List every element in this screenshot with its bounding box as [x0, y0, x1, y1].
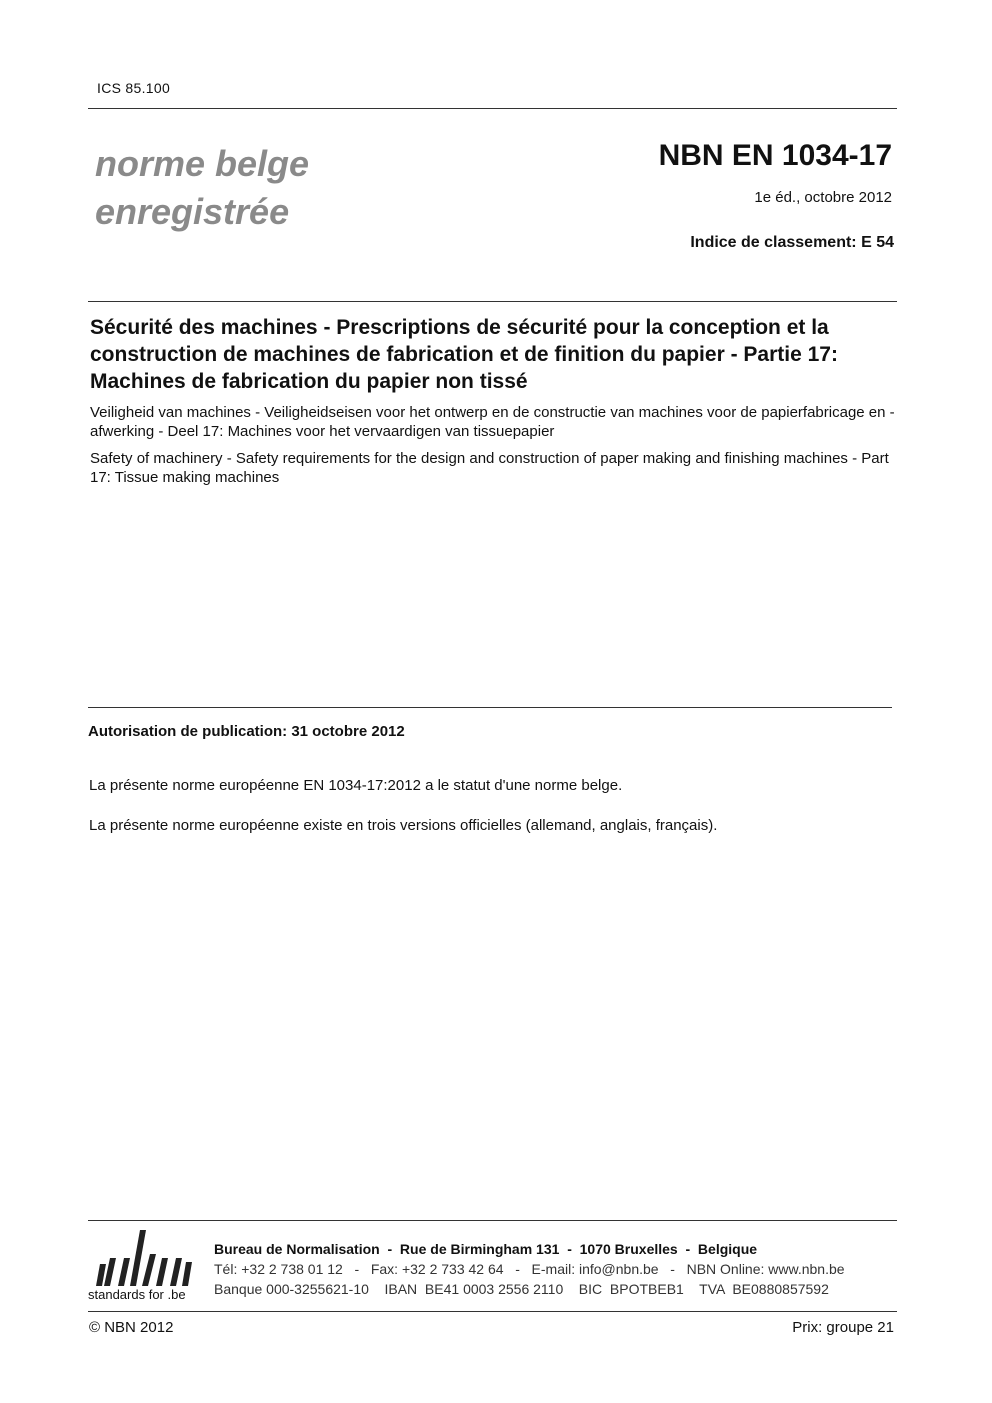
- ics-code: ICS 85.100: [97, 80, 171, 96]
- versions-paragraph: La présente norme européenne existe en trois versions officielles (allemand, anglais, français).: [89, 817, 718, 834]
- contact-line: Tél: +32 2 738 01 12 - Fax: +32 2 733 42 64 - E-mail: info@nbn.be - NBN Online: www.nbn.be: [214, 1261, 845, 1277]
- price-group: Prix: groupe 21: [792, 1319, 894, 1336]
- address-line-1: Bureau de Normalisation - Rue de Birmingham 131 - 1070 Bruxelles - Belgique: [214, 1241, 758, 1257]
- publication-authorisation: Autorisation de publication: 31 octobre 2012: [88, 723, 405, 740]
- copyright: © NBN 2012: [89, 1319, 174, 1336]
- title-english: Safety of machinery - Safety requirements for the design and construction of paper making and finishing machines - Part 17: Tissue making machines: [90, 450, 889, 486]
- brand-line-1: norme belge: [95, 143, 310, 184]
- standard-number: NBN EN 1034-17: [658, 139, 892, 172]
- top-rule: [88, 108, 897, 109]
- title-french: Sécurité des machines - Prescriptions de sécurité pour la conception et la construction de machines de fabrication et de finition du papier - Partie 17: Machines de fabrication du papier non tissé: [90, 316, 838, 393]
- edition-date: 1e éd., octobre 2012: [754, 189, 892, 206]
- footer-rule: [88, 1220, 897, 1221]
- bottom-rule: [88, 1311, 897, 1312]
- title-dutch: Veiligheid van machines - Veiligheidseisen voor het ontwerp en de constructie van machines voor de papierfabricage en -afwerking - Deel 17: Machines voor het vervaardigen van tissuepapier: [90, 404, 895, 440]
- bank-line: Banque 000-3255621-10 IBAN BE41 0003 2556 2110 BIC BPOTBEB1 TVA BE0880857592: [214, 1281, 829, 1297]
- logo-tagline: standards for .be: [88, 1287, 186, 1302]
- classification-index: Indice de classement: E 54: [690, 234, 894, 251]
- body-rule: [88, 707, 892, 708]
- brand-line-2: enregistrée: [95, 191, 290, 232]
- status-paragraph: La présente norme européenne EN 1034-17:2012 a le statut d'une norme belge.: [89, 777, 623, 794]
- brand-heading: [95, 140, 309, 236]
- title-rule: [88, 301, 897, 302]
